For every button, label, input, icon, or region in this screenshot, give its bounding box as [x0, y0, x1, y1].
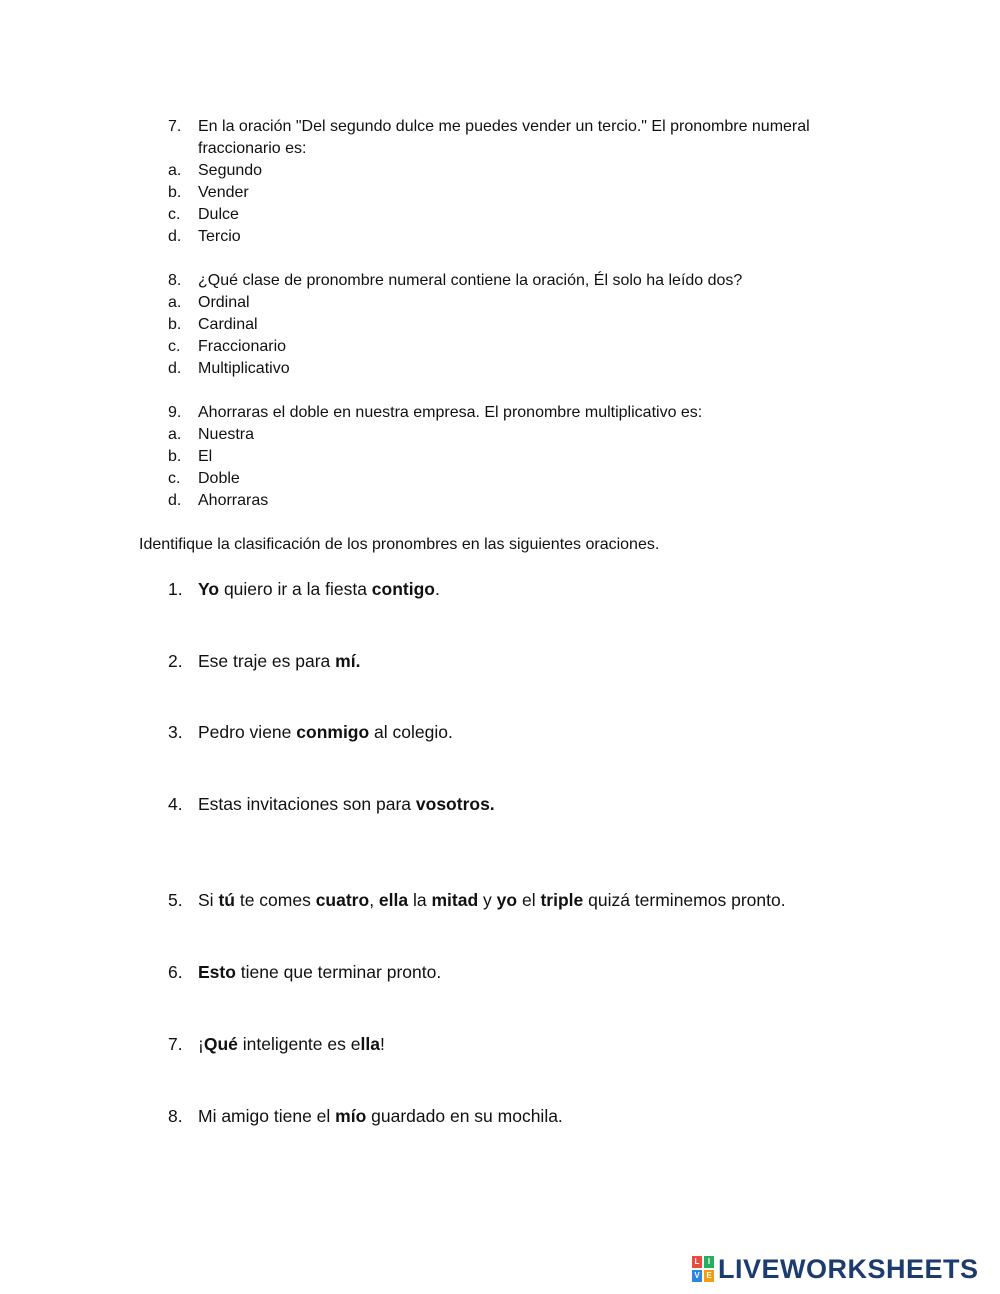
- logo-blocks-icon: [692, 1256, 714, 1282]
- logo-block-e: E: [704, 1270, 714, 1282]
- question-text: ¿Qué clase de pronombre numeral contiene la oración, Él solo ha leído dos?: [198, 272, 743, 289]
- pronoun-highlight: ella: [378, 890, 409, 910]
- question-text: Ahorraras el doble en nuestra empresa. El pronombre multiplicativo es:: [198, 404, 703, 421]
- question-number: 9.: [168, 404, 182, 421]
- sentence-text: y: [478, 890, 497, 910]
- sentence-text: Estas invitaciones son para: [198, 794, 416, 814]
- option-text: Nuestra: [198, 426, 255, 443]
- sentence-text: Mi amigo tiene el: [198, 1106, 336, 1126]
- question-7: [168, 116, 810, 138]
- sentence-number: 3.: [168, 722, 183, 742]
- option-text: Fraccionario: [198, 338, 287, 355]
- sentence-text: te comes: [234, 890, 316, 910]
- option-text: Segundo: [198, 162, 263, 179]
- option-text: Cardinal: [198, 316, 258, 333]
- pronoun-highlight: conmigo: [296, 722, 370, 742]
- option-letter: c.: [168, 338, 181, 355]
- option-a[interactable]: [168, 424, 254, 446]
- pronoun-highlight: triple: [540, 890, 584, 910]
- option-letter: a.: [168, 294, 182, 311]
- sentence-text: al colegio.: [369, 722, 453, 742]
- option-text: Tercio: [198, 228, 241, 245]
- sentence-7: [168, 1032, 385, 1056]
- option-text: Vender: [198, 184, 249, 201]
- instruction-text: Identifique la clasificación de los pronombres en las siguientes oraciones.: [139, 536, 660, 553]
- option-letter: c.: [168, 470, 181, 487]
- option-letter: b.: [168, 184, 182, 201]
- option-b[interactable]: [168, 182, 249, 204]
- pronoun-highlight: contigo: [371, 579, 435, 599]
- sentence-8: [168, 1104, 563, 1128]
- sentence-text: el: [517, 890, 541, 910]
- pronoun-highlight: yo: [496, 890, 518, 910]
- sentence-1: [168, 577, 440, 601]
- option-letter: c.: [168, 206, 181, 223]
- option-d[interactable]: [168, 490, 268, 512]
- sentence-text: guardado en su mochila.: [366, 1106, 563, 1126]
- pronoun-highlight: vosotros.: [415, 794, 495, 814]
- option-a[interactable]: [168, 292, 250, 314]
- option-c[interactable]: [168, 204, 239, 226]
- option-text: Dulce: [198, 206, 239, 223]
- option-c[interactable]: [168, 468, 240, 490]
- sentence-number: 6.: [168, 962, 183, 982]
- sentence-text: la: [408, 890, 432, 910]
- option-a[interactable]: [168, 160, 262, 182]
- sentence-text: ,: [369, 890, 379, 910]
- option-letter: b.: [168, 316, 182, 333]
- sentence-4: [168, 792, 495, 816]
- option-letter: d.: [168, 492, 182, 509]
- pronoun-highlight: mí.: [335, 651, 361, 671]
- question-8: [168, 270, 742, 292]
- option-text: El: [198, 448, 213, 465]
- sentence-number: 5.: [168, 890, 183, 910]
- logo-text: LIVEWORKSHEETS: [718, 1254, 979, 1284]
- sentence-number: 8.: [168, 1106, 183, 1126]
- sentence-5: [168, 888, 786, 912]
- question-9: [168, 402, 702, 424]
- option-text: Multiplicativo: [198, 360, 290, 377]
- sentence-number: 2.: [168, 651, 183, 671]
- logo-block-i: I: [704, 1256, 714, 1268]
- sentence-text: !: [379, 1034, 385, 1054]
- question-7-continuation: fraccionario es:: [198, 140, 307, 157]
- pronoun-highlight: Yo: [198, 579, 220, 599]
- option-letter: a.: [168, 426, 182, 443]
- sentence-text: quizá terminemos pronto.: [583, 890, 786, 910]
- sentence-text: inteligente es e: [237, 1034, 361, 1054]
- sentence-3: [168, 720, 453, 744]
- option-d[interactable]: [168, 226, 241, 248]
- option-text: Ahorraras: [198, 492, 269, 509]
- pronoun-highlight: Esto: [198, 962, 236, 982]
- sentence-number: 7.: [168, 1034, 183, 1054]
- sentence-text: Si: [198, 890, 219, 910]
- option-b[interactable]: [168, 446, 212, 468]
- sentence-text: tiene que terminar pronto.: [235, 962, 442, 982]
- option-letter: d.: [168, 360, 182, 377]
- logo-block-l: L: [692, 1256, 702, 1268]
- question-number: 7.: [168, 118, 182, 135]
- sentence-text: quiero ir a la fiesta: [219, 579, 372, 599]
- sentence-2: [168, 649, 360, 673]
- question-number: 8.: [168, 272, 182, 289]
- option-text: Doble: [198, 470, 240, 487]
- option-letter: b.: [168, 448, 182, 465]
- sentence-text: Pedro viene: [198, 722, 297, 742]
- pronoun-highlight: tú: [218, 890, 235, 910]
- option-b[interactable]: [168, 314, 258, 336]
- sentence-number: 1.: [168, 579, 183, 599]
- option-d[interactable]: [168, 358, 290, 380]
- option-letter: a.: [168, 162, 182, 179]
- option-text: Ordinal: [198, 294, 250, 311]
- pronoun-highlight: mío: [335, 1106, 367, 1126]
- logo-block-v: V: [692, 1270, 702, 1282]
- sentence-text: ¡: [198, 1034, 204, 1054]
- pronoun-highlight: mitad: [431, 890, 479, 910]
- pronoun-highlight: Qué: [203, 1034, 238, 1054]
- sentence-text: .: [434, 579, 440, 599]
- liveworksheets-logo[interactable]: [692, 1255, 979, 1283]
- option-letter: d.: [168, 228, 182, 245]
- pronoun-highlight: cuatro: [315, 890, 370, 910]
- sentence-text: Ese traje es para: [198, 651, 336, 671]
- pronoun-highlight: lla: [360, 1034, 380, 1054]
- sentence-6: [168, 960, 441, 984]
- sentence-number: 4.: [168, 794, 183, 814]
- option-c[interactable]: [168, 336, 286, 358]
- question-text: En la oración "Del segundo dulce me puedes vender un tercio." El pronombre numeral: [198, 118, 810, 135]
